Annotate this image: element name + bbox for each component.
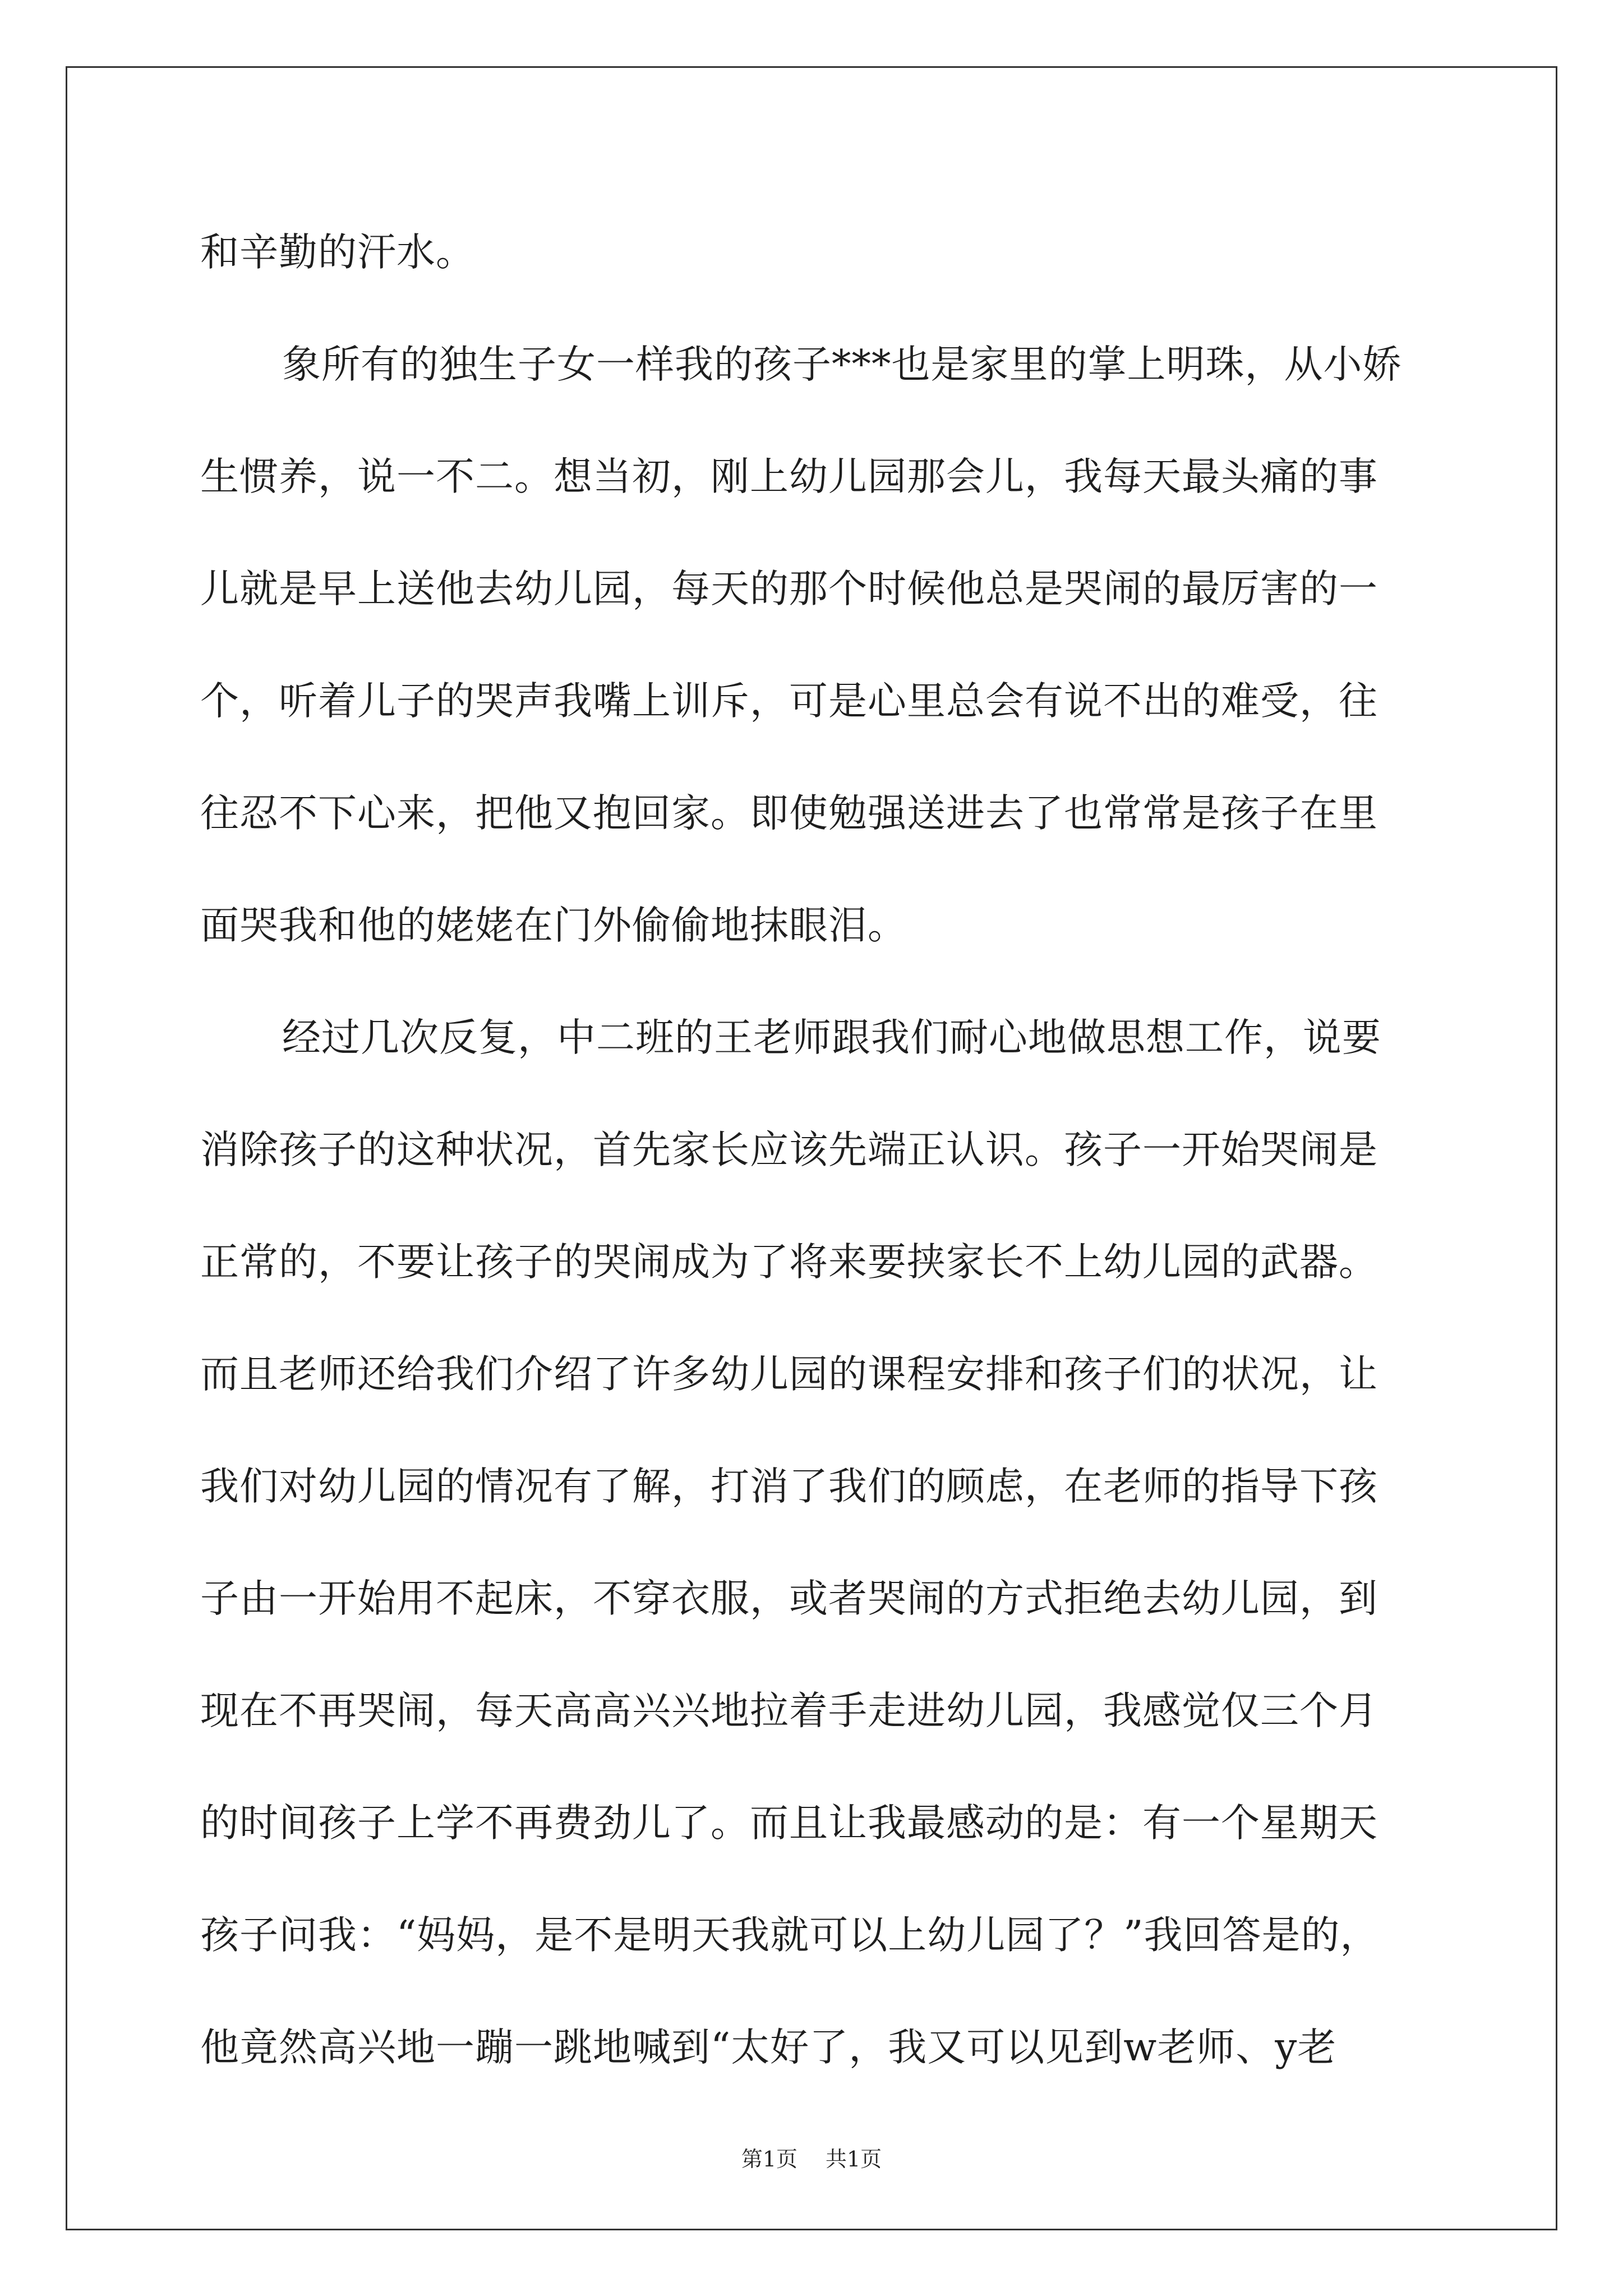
text-line: 的时间孩子上学不再费劲儿了。而且让我最感动的是：有一个星期天: [200, 1801, 1378, 1846]
page-number: 第1页: [741, 2147, 797, 2171]
page-total: 共1页: [826, 2147, 882, 2171]
text-line: 象所有的独生子女一样我的孩子***也是家里的掌上明珠，从小娇: [282, 342, 1402, 387]
document-body: [200, 196, 1434, 2104]
text-line: 现在不再哭闹，每天高高兴兴地拉着手走进幼儿园，我感觉仅三个月: [200, 1688, 1378, 1733]
text-line: 生惯养，说一不二。想当初，刚上幼儿园那会儿，我每天最头痛的事: [200, 454, 1378, 499]
text-line: 面哭我和他的姥姥在门外偷偷地抹眼泪。: [200, 903, 907, 948]
text-line: 他竟然高兴地一蹦一跳地喊到“太好了，我又可以见到w老师、y老: [200, 2025, 1337, 2070]
text-line: 孩子问我：“妈妈，是不是明天我就可以上幼儿园了？”我回答是的，: [200, 1913, 1380, 1958]
page-footer: [0, 2142, 1623, 2173]
text-line: 而且老师还给我们介绍了许多幼儿园的课程安排和孩子们的状况，让: [200, 1352, 1378, 1397]
text-line: 个，听着儿子的哭声我嘴上训斥，可是心里总会有说不出的难受，往: [200, 679, 1378, 724]
text-line: 儿就是早上送他去幼儿园，每天的那个时候他总是哭闹的最厉害的一: [200, 567, 1378, 611]
text-line: 我们对幼儿园的情况有了解，打消了我们的顾虑，在老师的指导下孩: [200, 1464, 1378, 1509]
text-line: 经过几次反复，中二班的王老师跟我们耐心地做思想工作，说要: [282, 1015, 1381, 1060]
text-line: 往忍不下心来，把他又抱回家。即使勉强送进去了也常常是孩子在里: [200, 791, 1378, 836]
text-line: 和辛勤的汗水。: [200, 230, 475, 275]
text-line: 消除孩子的这种状况，首先家长应该先端正认识。孩子一开始哭闹是: [200, 1128, 1378, 1172]
text-line: 子由一开始用不起床，不穿衣服，或者哭闹的方式拒绝去幼儿园，到: [200, 1576, 1378, 1621]
text-line: 正常的，不要让孩子的哭闹成为了将来要挟家长不上幼儿园的武器。: [200, 1240, 1378, 1285]
